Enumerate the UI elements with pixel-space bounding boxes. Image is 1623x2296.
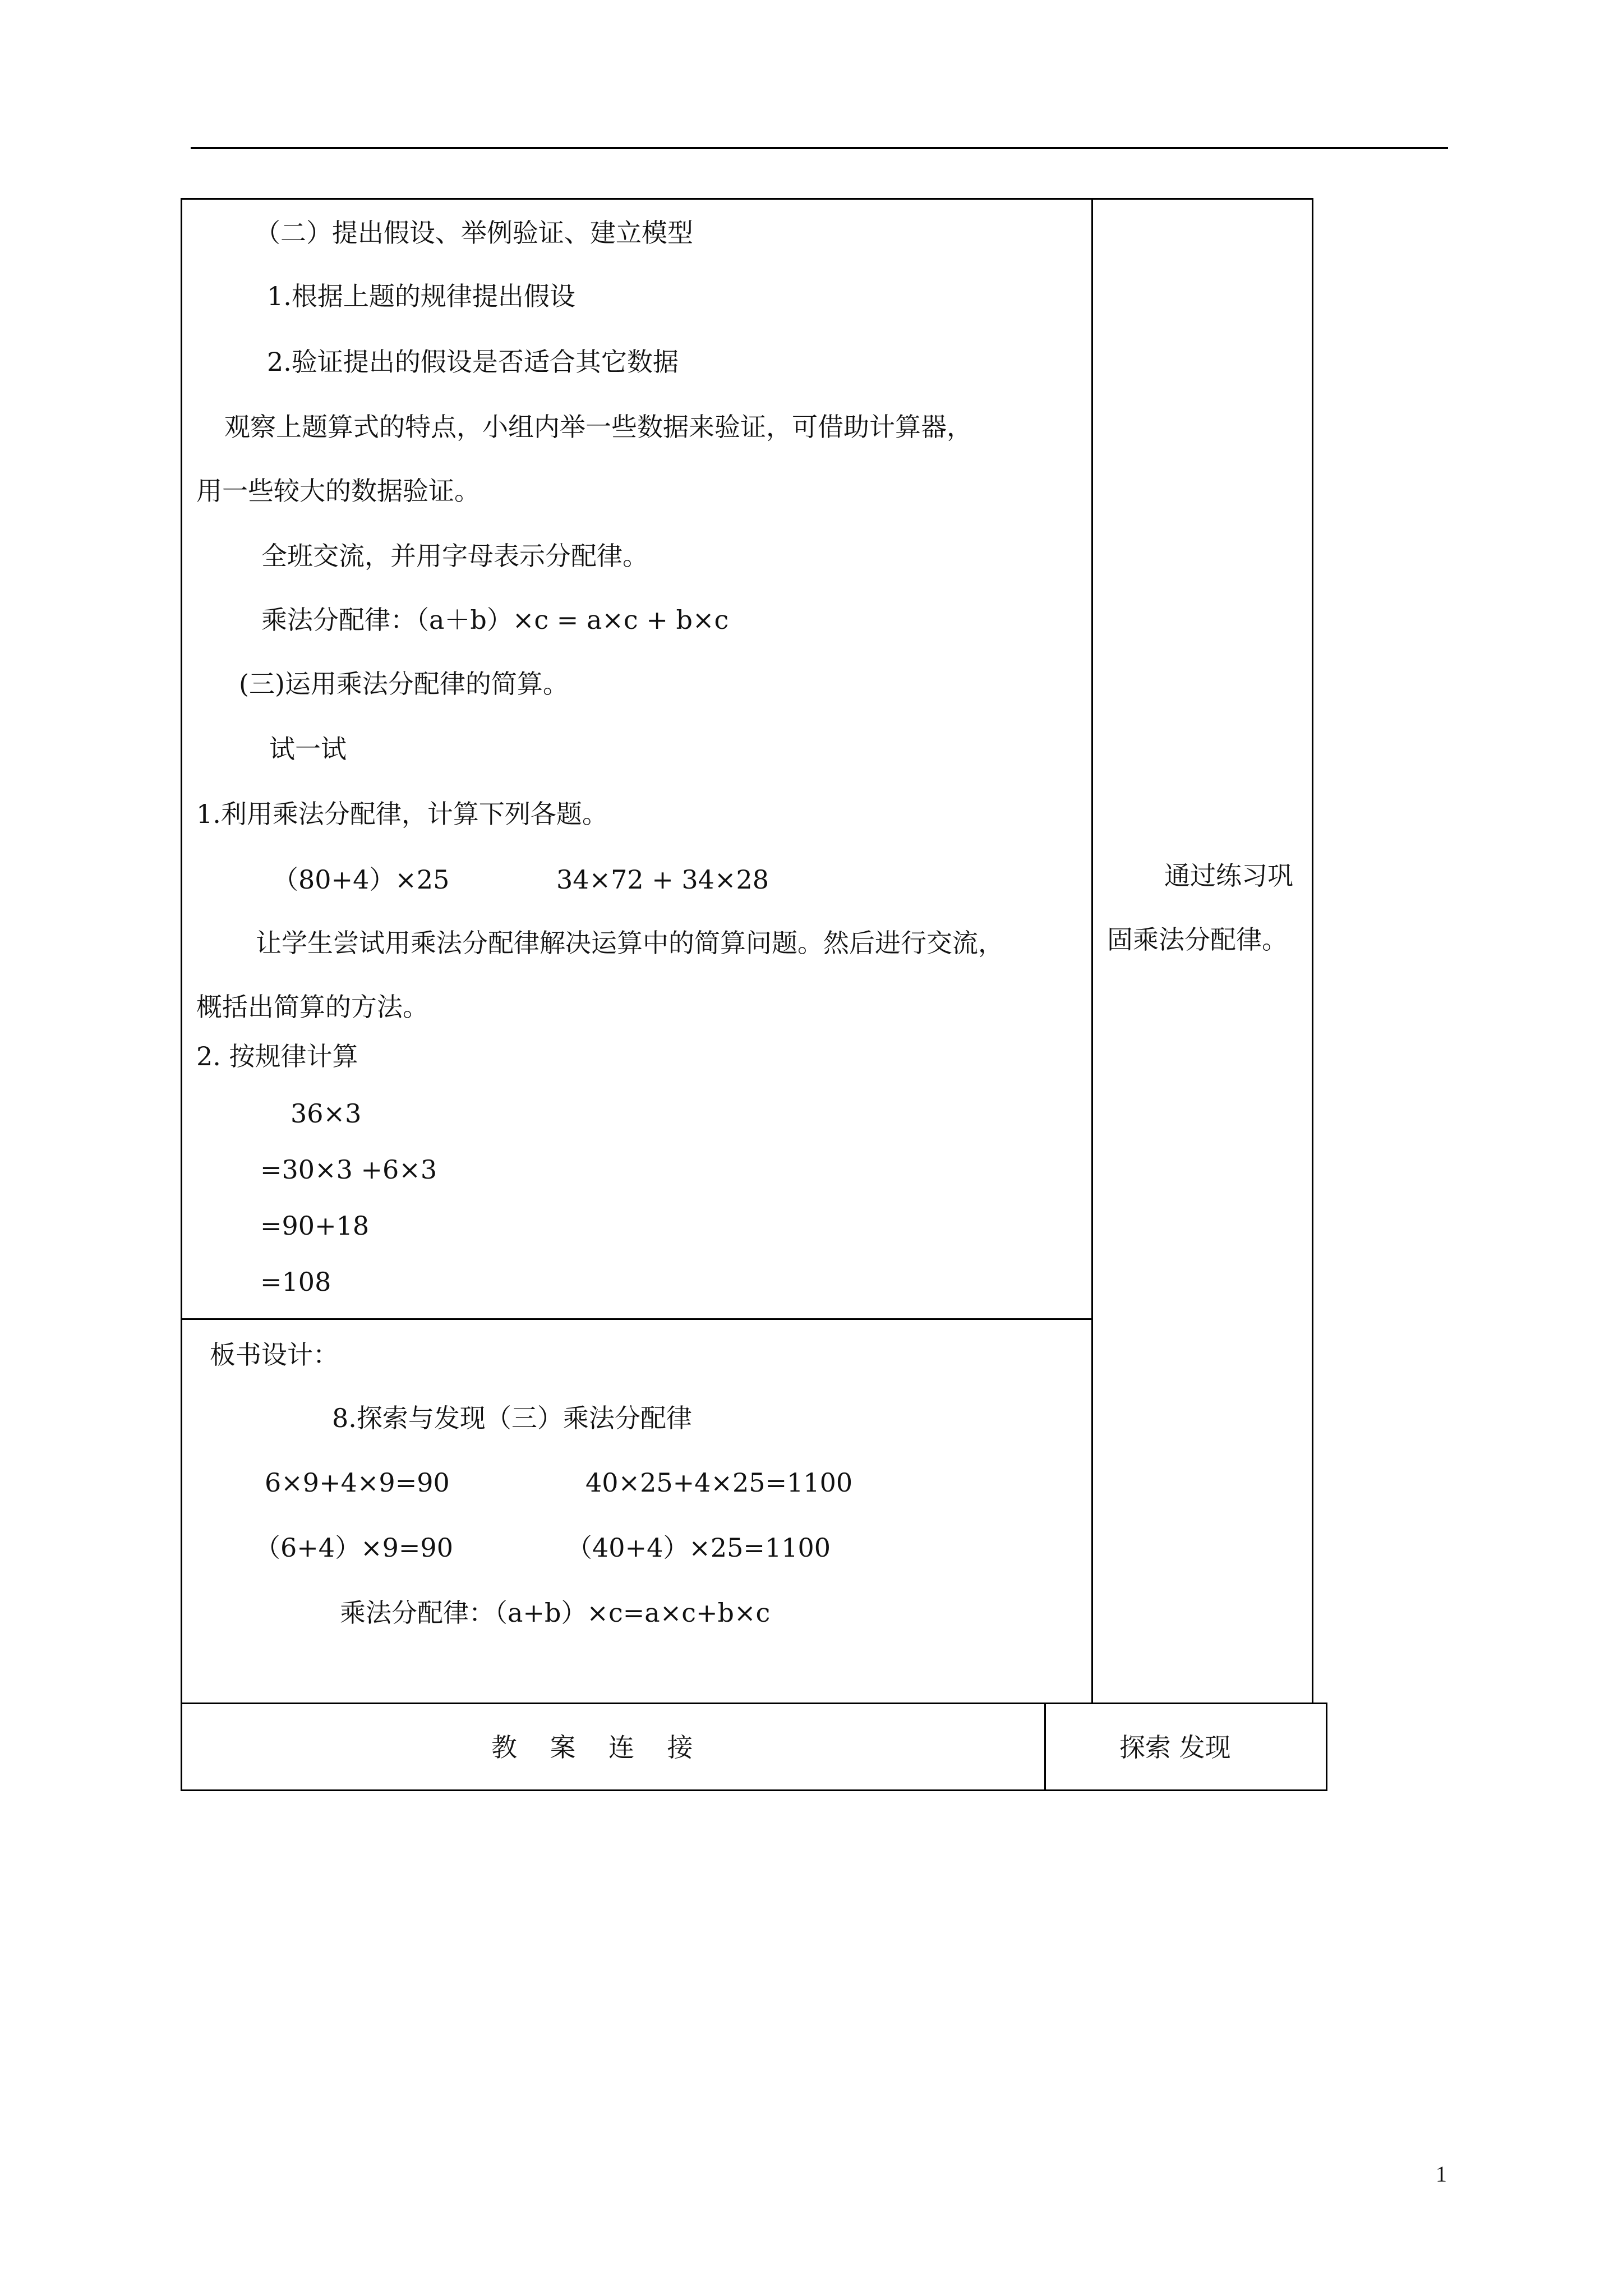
- exercise-1-expr-a: （80+4）×25: [273, 864, 450, 895]
- step-2: 2.验证提出的假设是否适合其它数据: [267, 347, 679, 377]
- student-line-1: 让学生尝试用乘法分配律解决运算中的简算问题。然后进行交流，: [256, 928, 1004, 958]
- board-eq-left-1: 6×9+4×9=90: [265, 1467, 450, 1498]
- board-law: 乘法分配律：（a+b）×c=a×c+b×c: [340, 1598, 771, 1628]
- row-divider-board: [181, 1318, 1093, 1320]
- observe-line-2: 用一些较大的数据验证。: [196, 476, 480, 506]
- section-two-title: （二）提出假设、举例验证、建立模型: [255, 218, 693, 248]
- board-eq-left-2: （6+4）×9=90: [255, 1533, 453, 1563]
- footer-left-label: 教 案 连 接: [491, 1732, 693, 1763]
- try-label: 试一试: [269, 734, 347, 764]
- calc-line-4: =108: [260, 1267, 331, 1297]
- calc-line-1: 36×3: [291, 1098, 362, 1129]
- observe-line-1: 观察上题算式的特点，小组内举一些数据来验证，可借助计算器，: [224, 412, 972, 442]
- side-note-line-1: 通过练习巩: [1164, 861, 1293, 891]
- calc-line-3: =90+18: [260, 1211, 370, 1241]
- step-1: 1.根据上题的规律提出假设: [267, 281, 575, 311]
- column-divider: [1091, 198, 1093, 1704]
- footer-right-label: 探索 发现: [1119, 1732, 1231, 1763]
- board-eq-right-1: 40×25+4×25=1100: [585, 1467, 853, 1498]
- footer-divider: [1044, 1703, 1046, 1791]
- board-design-label: 板书设计：: [210, 1340, 339, 1370]
- page-number: 1: [1436, 2161, 1447, 2187]
- section-three-title: (三)运用乘法分配律的简算。: [239, 669, 569, 699]
- side-note-line-2: 固乘法分配律。: [1107, 924, 1288, 955]
- board-eq-right-2: （40+4）×25=1100: [566, 1533, 831, 1563]
- exercise-2: 2. 按规律计算: [196, 1041, 358, 1071]
- header-rule: [191, 147, 1448, 149]
- class-exchange: 全班交流，并用字母表示分配律。: [261, 541, 648, 571]
- student-line-2: 概括出简算的方法。: [196, 992, 428, 1022]
- exercise-1: 1.利用乘法分配律，计算下列各题。: [196, 799, 608, 829]
- calc-line-2: =30×3 +6×3: [260, 1154, 437, 1185]
- law-formula: 乘法分配律：（a＋b）×c = a×c + b×c: [261, 605, 729, 635]
- board-design-title: 8.探索与发现（三）乘法分配律: [332, 1403, 692, 1433]
- exercise-1-expr-b: 34×72 + 34×28: [556, 864, 769, 895]
